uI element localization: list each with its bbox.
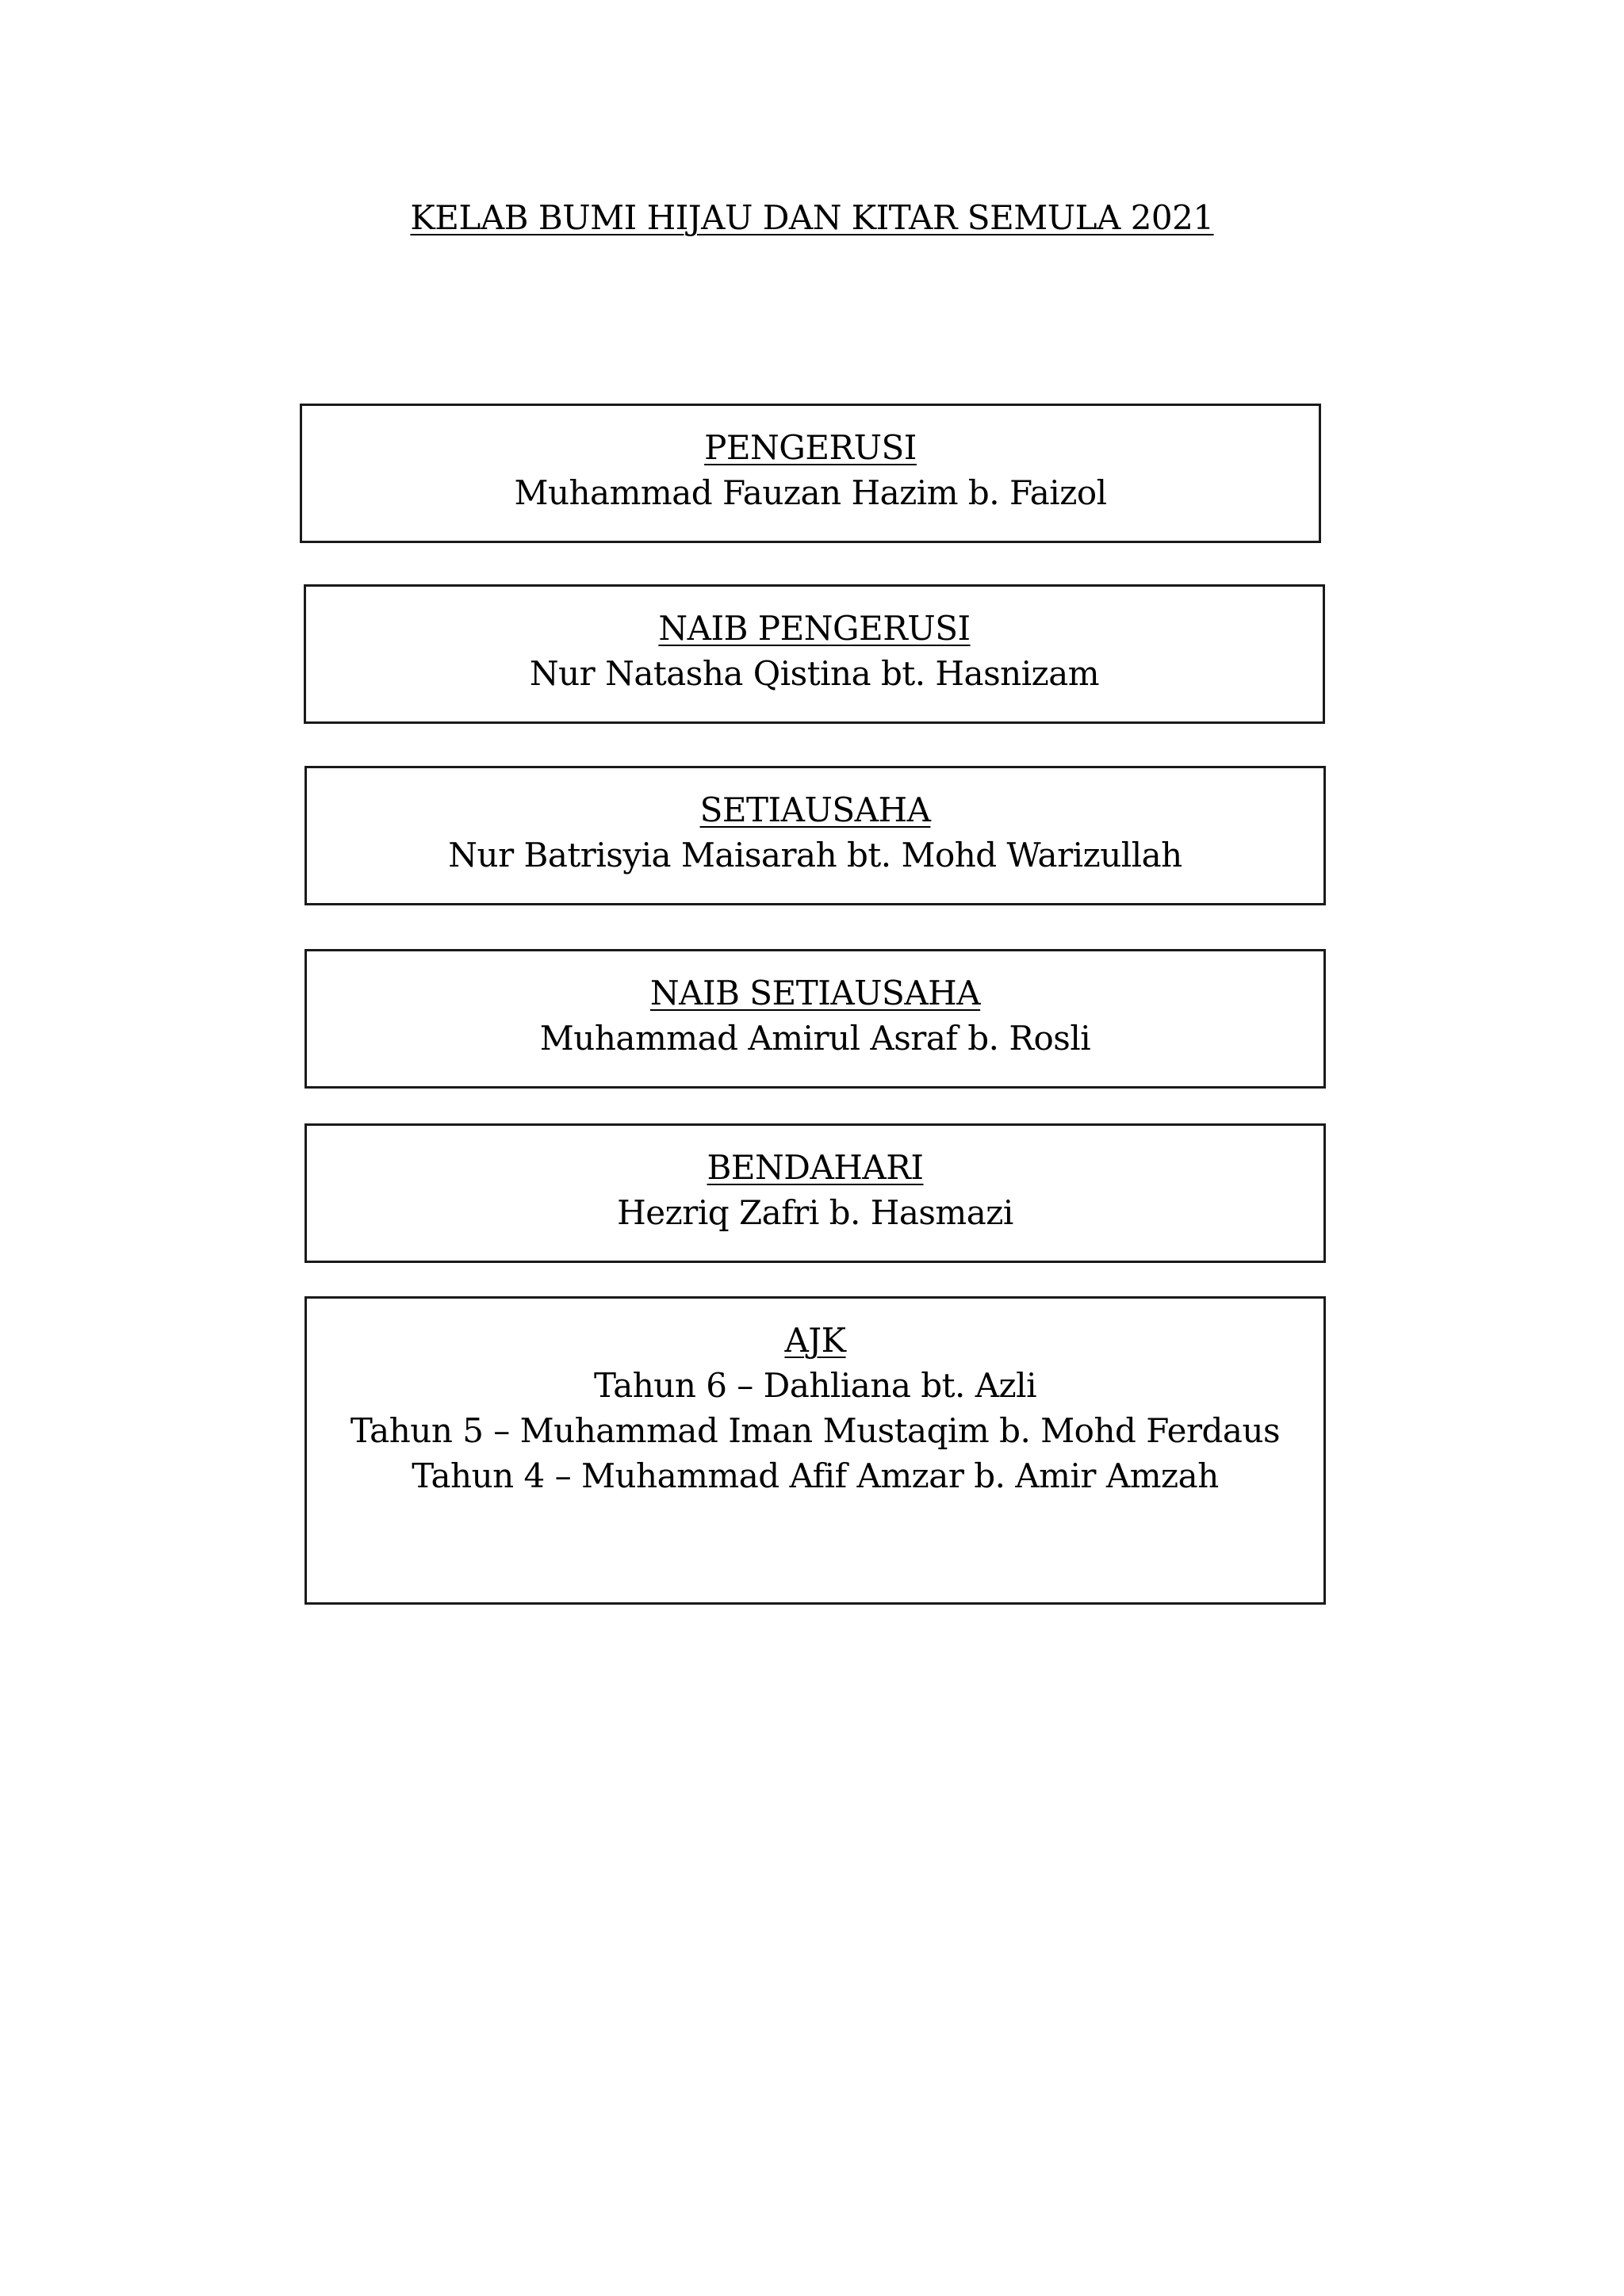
role-label-naib-pengerusi: NAIB PENGERUSI: [658, 609, 971, 648]
member-name-naib-pengerusi: Nur Natasha Qistina bt. Hasnizam: [529, 654, 1100, 693]
ajk-member-tahun-5: Tahun 5 – Muhammad Iman Mustaqim b. Mohd Ferdaus: [350, 1411, 1281, 1450]
bendahari-box: [304, 1123, 1326, 1263]
member-name-naib-setiausaha: Muhammad Amirul Asraf b. Rosli: [539, 1019, 1091, 1058]
role-label-naib-setiausaha: NAIB SETIAUSAHA: [649, 974, 981, 1012]
member-name-bendahari: Hezriq Zafri b. Hasmazi: [617, 1193, 1013, 1232]
role-label-setiausaha: SETIAUSAHA: [699, 790, 931, 829]
document-title: KELAB BUMI HIJAU DAN KITAR SEMULA 2021: [410, 198, 1214, 237]
ajk-box: [304, 1296, 1326, 1605]
naib-pengerusi-box: [304, 584, 1325, 724]
ajk-member-tahun-6: Tahun 6 – Dahliana bt. Azli: [593, 1366, 1037, 1405]
naib-setiausaha-box: [304, 949, 1326, 1089]
member-name-setiausaha: Nur Batrisyia Maisarah bt. Mohd Warizullah: [448, 836, 1182, 874]
setiausaha-box: [304, 766, 1326, 905]
role-label-bendahari: BENDAHARI: [707, 1148, 924, 1187]
role-label-ajk: AJK: [784, 1321, 846, 1360]
pengerusi-box: [300, 404, 1321, 543]
role-label-pengerusi: PENGERUSI: [704, 428, 917, 467]
member-name-pengerusi: Muhammad Fauzan Hazim b. Faizol: [514, 473, 1107, 512]
ajk-member-tahun-4: Tahun 4 – Muhammad Afif Amzar b. Amir Amzah: [412, 1456, 1219, 1495]
